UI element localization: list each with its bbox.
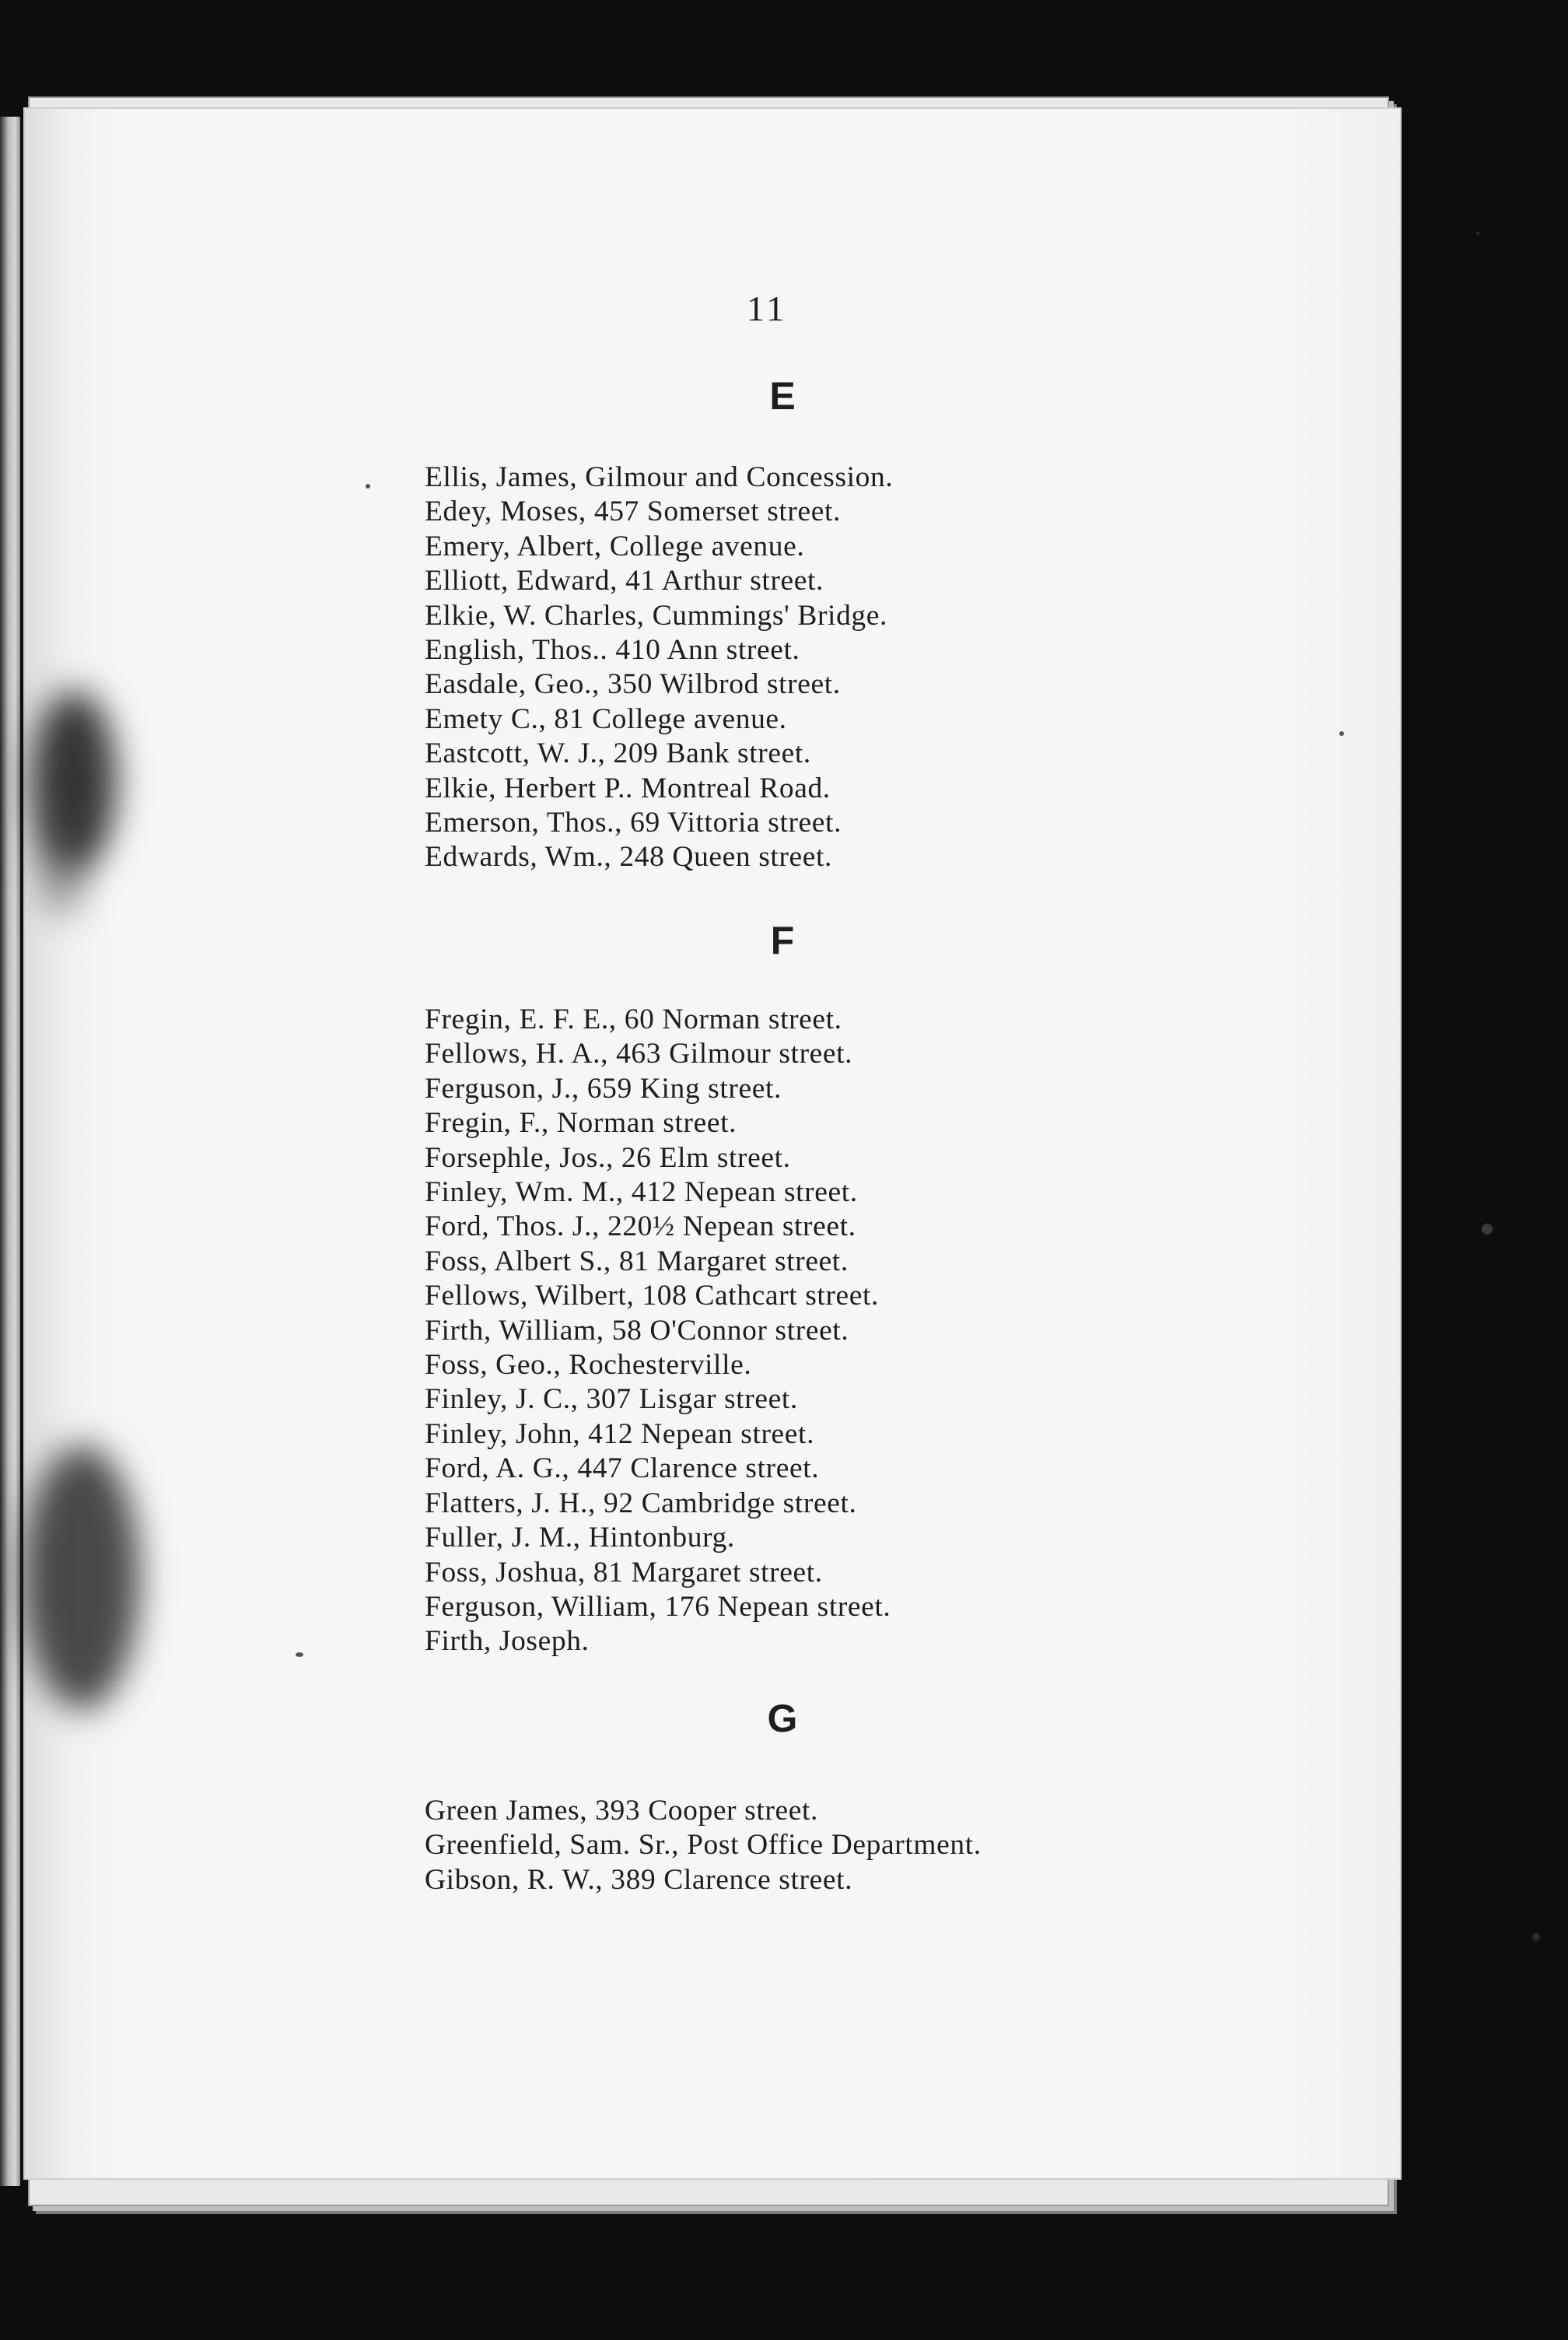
list-item: Foss, Joshua, 81 Margaret street. — [425, 1556, 823, 1589]
list-item: Finley, John, 412 Nepean street. — [425, 1417, 815, 1450]
print-speck — [1339, 731, 1344, 736]
list-item: Fellows, Wilbert, 108 Cathcart street. — [425, 1280, 880, 1312]
list-item: Eastcott, W. J., 209 Bank street. — [425, 737, 811, 770]
list-item: English, Thos.. 410 Ann street. — [425, 634, 800, 667]
list-item: Fregin, E. F. E., 60 Norman street. — [425, 1004, 842, 1035]
print-speck — [296, 1652, 303, 1657]
list-item: Fuller, J. M., Hintonburg. — [425, 1522, 735, 1554]
previous-page-edge — [0, 117, 20, 2186]
list-item: Flatters, J. H., 92 Cambridge street. — [425, 1487, 857, 1519]
list-item: Forsephle, Jos., 26 Elm street. — [425, 1141, 791, 1174]
gutter-smudge — [23, 1445, 140, 1710]
section-heading-f: F — [770, 919, 795, 962]
list-item: Greenfield, Sam. Sr., Post Office Department. — [425, 1829, 982, 1862]
print-speck — [366, 484, 370, 489]
list-item: Ferguson, William, 176 Nepean street. — [425, 1590, 891, 1623]
list-item: Foss, Albert S., 81 Margaret street. — [425, 1245, 849, 1277]
list-item: Green James, 393 Cooper street. — [425, 1795, 818, 1827]
list-item: Emerson, Thos., 69 Vittoria street. — [425, 807, 842, 839]
entry-list-g — [425, 1794, 982, 1897]
list-item: Firth, Joseph. — [425, 1625, 590, 1658]
list-item: Ford, A. G., 447 Clarence street. — [425, 1452, 820, 1485]
list-item: Fellows, H. A., 463 Gilmour street. — [425, 1038, 853, 1070]
list-item: Elkie, W. Charles, Cummings' Bridge. — [425, 599, 887, 632]
list-item: Edey, Moses, 457 Somerset street. — [425, 496, 841, 528]
list-item: Emety C., 81 College avenue. — [425, 702, 787, 735]
list-item: Edwards, Wm., 248 Queen street. — [425, 841, 833, 874]
list-item: Fregin, F., Norman street. — [425, 1107, 737, 1140]
list-item: Elkie, Herbert P.. Montreal Road. — [425, 772, 831, 804]
section-heading-e: E — [769, 374, 796, 418]
list-item: Ellis, James, Gilmour and Concession. — [425, 461, 894, 493]
list-item: Finley, J. C., 307 Lisgar street. — [425, 1383, 798, 1416]
page-number: 11 — [747, 289, 788, 328]
list-item: Firth, William, 58 O'Connor street. — [425, 1314, 849, 1347]
list-item: Gibson, R. W., 389 Clarence street. — [425, 1863, 853, 1896]
section-heading-g: G — [767, 1697, 798, 1740]
entry-list-e — [425, 461, 893, 875]
list-item: Easdale, Geo., 350 Wilbrod street. — [425, 668, 841, 701]
list-item: Finley, Wm. M., 412 Nepean street. — [425, 1176, 858, 1209]
entry-list-f — [425, 1003, 891, 1659]
list-item: Emery, Albert, College avenue. — [425, 530, 805, 562]
list-item: Ferguson, J., 659 King street. — [425, 1072, 782, 1105]
list-item: Ford, Thos. J., 220½ Nepean street. — [425, 1210, 856, 1243]
list-item: Elliott, Edward, 41 Arthur street. — [425, 565, 824, 597]
gutter-smudge — [39, 807, 86, 916]
list-item: Foss, Geo., Rochesterville. — [425, 1349, 752, 1382]
